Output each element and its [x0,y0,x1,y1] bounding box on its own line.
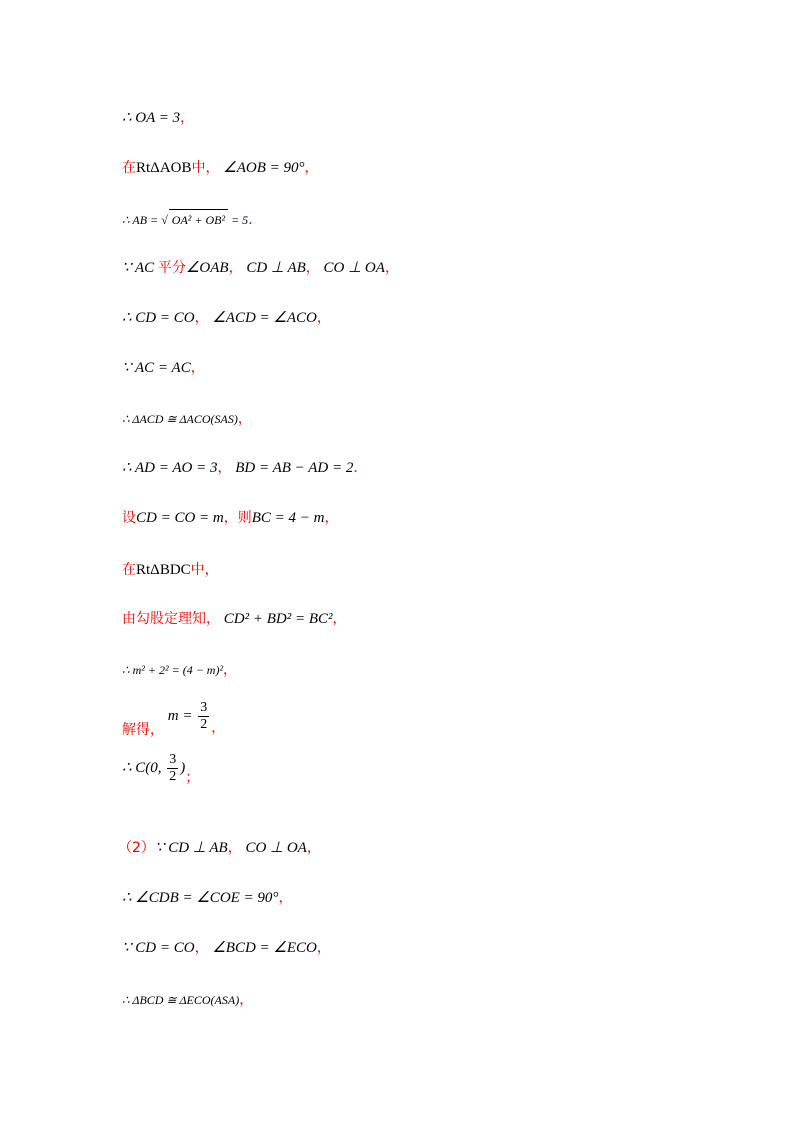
step-congruent-asa: ∴ ΔBCD ≅ ΔECO(ASA)， [122,992,254,1008]
step-let-m: 设CD = CO = m，则BC = 4 − m， [122,510,339,526]
step-ad-bd: ∴ AD = AO = 3， BD = AB − AD = 2． [122,460,368,476]
step-point-c: ∴ C(0, $\frac{3}{2}$ )； [122,752,200,786]
step-cd-co: ∴ CD = CO， ∠ACD = ∠ACO， [122,310,331,326]
step-part2-given: （2）∵ CD ⊥ AB， CO ⊥ OA， [118,840,321,856]
fraction-three-halves: $\frac{3}{2}$ [200,700,208,732]
step-rt-bdc: 在RtΔBDC中， [122,562,219,578]
step-rt-aob: 在RtΔAOB中， ∠AOB = 90°， [122,160,319,176]
fraction-three-halves-c: $\frac{3}{2}$ [169,752,177,784]
step-ab: ∴ AB = √ OA² + OB² = 5． [122,209,262,230]
step-cd-co-angles: ∵ CD = CO， ∠BCD = ∠ECO， [122,940,331,956]
step-congruent-sas: ∴ ΔACD ≅ ΔACO(SAS)， [122,411,252,427]
step-equation: ∴ m² + 2² = (4 − m)²， [122,662,238,678]
step-oa: ∴ OA = 3， [122,110,195,126]
step-bisector: ∵ AC 平分∠OAB， CD ⊥ AB， CO ⊥ OA， [122,260,399,276]
step-pythagoras: 由勾股定理知， CD² + BD² = BC²， [122,611,347,627]
step-ac-ac: ∵ AC = AC， [122,360,205,376]
step-right-angles: ∴ ∠CDB = ∠COE = 90°， [122,890,293,906]
step-solve-m: 解得， m = $\frac{3}{2}$ ， [122,700,226,738]
